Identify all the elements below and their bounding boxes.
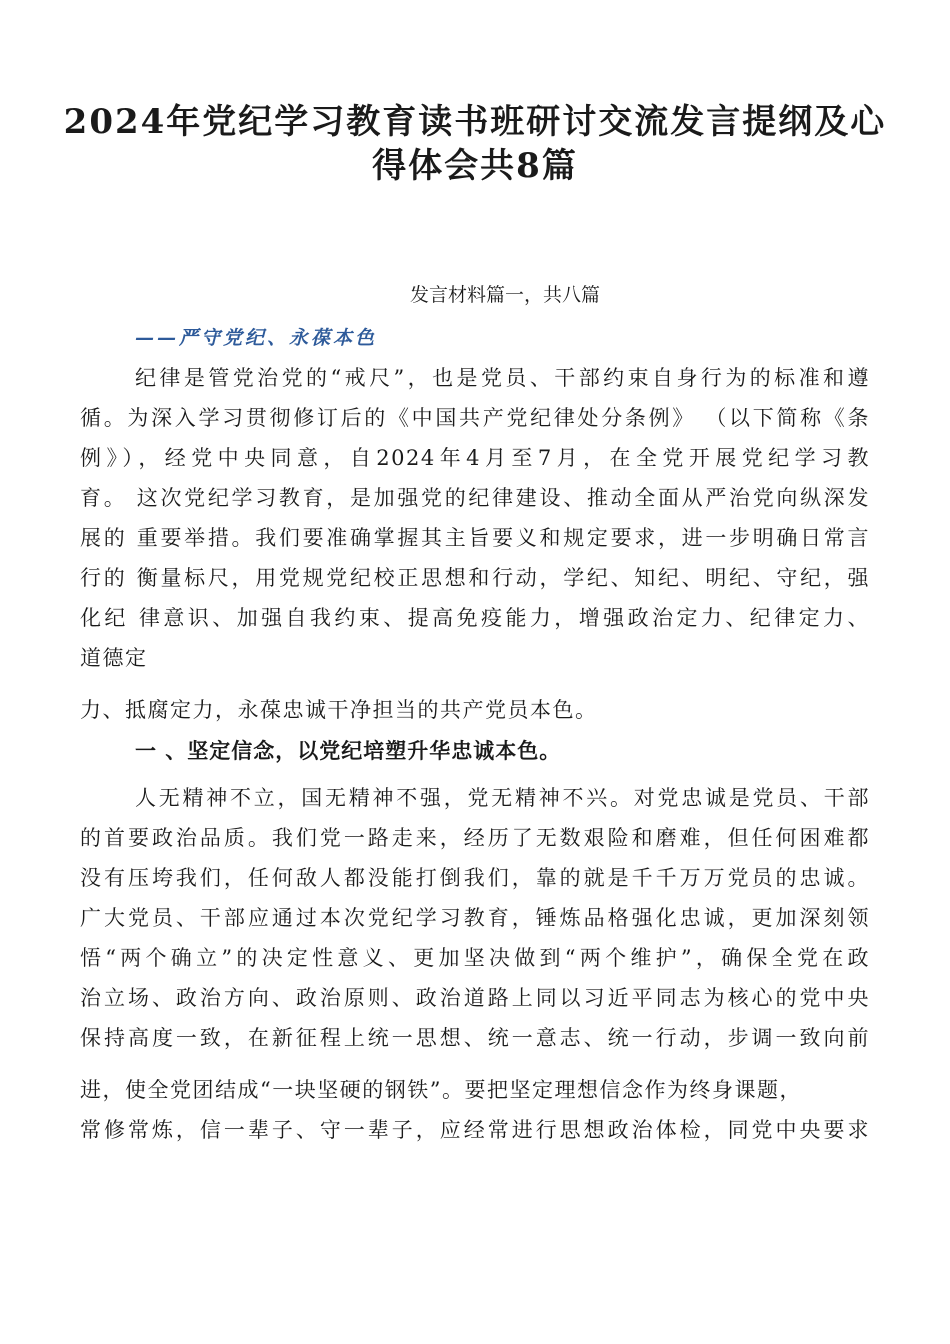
text-line: 道德定 xyxy=(80,646,148,670)
section-heading-1: 一 、坚定信念，以党纪培塑升华忠诚本色。 xyxy=(135,739,562,763)
document-title xyxy=(60,100,890,188)
title-line-1: 2024年党纪学习教育读书班研讨交流发言提纲及心 xyxy=(63,102,887,142)
text-line: 治立场、政治方向、政治原则、政治道路上同以习近平同志为核心的党中央 xyxy=(80,986,870,1010)
text-line: 的首要政治品质。我们党一路走来，经历了无数艰险和磨难，但任何困难都 xyxy=(80,826,870,850)
text-line: 没有压垮我们，任何敌人都没能打倒我们，靠的就是千千万万党员的忠诚。 xyxy=(80,866,870,890)
text-line: 例》），经党中央同意，自2024年4月至7月，在全党开展党纪学习教 xyxy=(80,446,870,470)
text-line: 保持高度一致，在新征程上统一思想、统一意志、统一行动，步调一致向前 xyxy=(80,1026,870,1050)
text-line: 化纪 律意识、加强自我约束、提高免疫能力，增强政治定力、纪律定力、 xyxy=(80,606,870,630)
text-line: 力、抵腐定力，永葆忠诚干净担当的共产党员本色。 xyxy=(80,698,598,722)
text-line: 行的 衡量标尺，用党规党纪校正思想和行动，学纪、知纪、明纪、守纪，强 xyxy=(80,566,870,590)
text-line: 广大党员、干部应通过本次党纪学习教育，锤炼品格强化忠诚，更加深刻领 xyxy=(80,906,870,930)
text-line: 展的 重要举措。我们要准确掌握其主旨要义和规定要求，进一步明确日常言 xyxy=(80,526,870,550)
text-line: 人无精神不立，国无精神不强，党无精神不兴。对党忠诚是党员、干部 xyxy=(135,786,870,810)
subtitle: 发言材料篇一，共八篇 xyxy=(409,284,600,306)
text-line: 循。为深入学习贯彻修订后的《中国共产党纪律处分条例》 （以下简称《条 xyxy=(80,406,870,430)
text-line: 纪律是管党治党的“戒尺”，也是党员、干部约束自身行为的标准和遵 xyxy=(135,366,870,390)
text-line: 育。 这次党纪学习教育，是加强党的纪律建设、推动全面从严治党向纵深发 xyxy=(80,486,870,510)
text-line: 进，使全党团结成“一块坚硬的钢铁”。要把坚定理想信念作为终身课题， xyxy=(80,1078,802,1102)
text-line: 悟“两个确立”的决定性意义、更加坚决做到“两个维护”，确保全党在政 xyxy=(80,946,870,970)
tagline: ——严守党纪、永葆本色 xyxy=(135,327,378,349)
text-line: 常修常炼，信一辈子、守一辈子，应经常进行思想政治体检，同党中央要求 xyxy=(80,1118,870,1142)
title-line-2: 得体会共8篇 xyxy=(372,146,578,186)
